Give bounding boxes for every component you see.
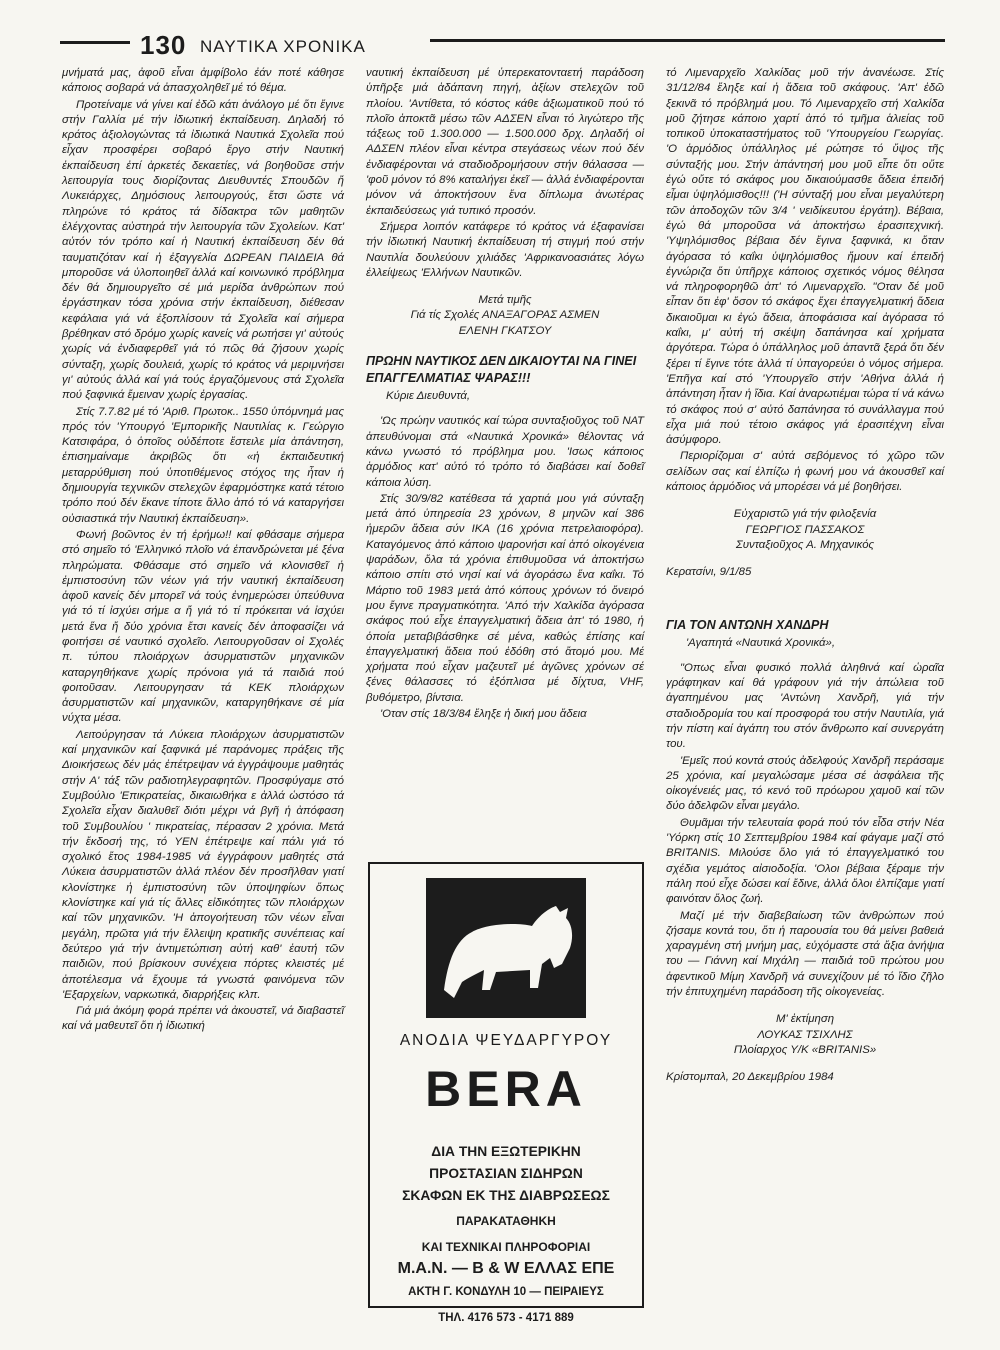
bull-logo-icon <box>426 878 586 1018</box>
paragraph: Στίς 30/9/82 κατέθεσα τά χαρτιά μου γιά σύνταξη μετά ἀπό ὑπηρεσία 23 χρόνων, 8 μηνῶν καί 386 ἡμερῶν ἄδεια σύν ΙΚΑ (16 χρόνια πετρελαιοφόρα). Καταγόμενος ἀπό κάποιο ψαρονήσι καί ἀπό οἰκογένεια ψαράδων, ὅλα τά χρόνια ἐπιθυμοῦσα νά ἀποκτήσω κάποιο σπίτι στό νησί καί νά ἀγοράσω ἕνα καΐκι. Τό Μάρτιο τοῦ 1983 μετά ἀπό κόπους χρόνων τό ὄνειρό μου ἔγινε πραγματικότητα. 'Από τήν Χαλκίδα ἀγόρασα σκάφος πού εἶχε ἐπαγγελματική ἄδεια ἀπ' τό 1980, ἡ ὁποία μεταβιβάσθηκε σέ μένα, καθώς ἐπίσης καί ἐπαγγελματική ἄδεια πού ἐδόθη στό ἄτομό μου. Μέ χρήματα πού εἶχαν μαζευτεῖ μέ ἀγῶνες χρόνων σέ ξένες θάλασσες τό ἐξόπλισα μέ δίχτυα, VHF, βυθόμετρο, βίντσια. <box>366 492 644 704</box>
regards: Μ' ἐκτίμηση <box>775 1013 835 1026</box>
paragraph: ναυτική ἐκπαίδευση μέ ὑπερεκατονταετή παράδοση ὑπῆρξε μιά ἀδάπανη πηγή, ἀξίων στελεχῶν τοῦ πλοίου. 'Αντίθετα, τό κόστος κάθε ἀξιωματικοῦ πού τό πλοῖο ἀποκτᾶ μέσω τῶν ΑΔΣΕΝ εἶναι τό λιγώτερο τῆς τάξεως τοῦ 1.300.000 — 1.500.000 δρχ. Δηλαδή οἱ ΑΔΣΕΝ πλέον εἶναι κέντρα στεγάσεως νέων πού δέν ἐνδιαφέρονται νά σταδιοδρομήσουν στήν θάλασσα — 'φοῦ μόνον τό 8% καταλήγει ἐκεῖ — ἀλλά ἐνδιαφέρονται μόνον νά ἀποκτήσουν ἕνα δίπλωμα ἀνωτέρας ἐκπαιδεύσεως γιά τυπικό προσόν. <box>366 67 644 217</box>
paragraph: Στίς 7.7.82 μέ τό 'Αριθ. Πρωτοκ.. 1550 ὑπόμνημά μας πρός τόν 'Υπουργό 'Εμπορικῆς Ναυτιλίας κ. Γεώργιο Κατσιφάρα, ὁ ὁποῖος οὐδέποτε ἔστειλε μία ἀπάντηση, ἐπισημαίναμε ἀκριβῶς ὅτι «ἡ ἐκπαιδευτική μεταρρύθμιση πού ὑποτιθέμενος στόχος της ἦταν ἡ δημιουργία τεχνικῶν στελεχῶν ἐφαρμόστηκε κατά τέτοιο τρόπο πού δέν ἔκανε τίποτε ἄλλο ἀπό τό νά καταργήσει οὐσιαστικά τήν Ναυτική ἐκπαίδευση». <box>62 405 344 525</box>
column-2 <box>366 66 644 723</box>
ad-line: ΣΚΑΦΩΝ ΕΚ ΤΗΣ ΔΙΑΒΡΩΣΕΩΣ <box>402 1188 610 1203</box>
paragraph: Λειτούργησαν τά Λύκεια πλοιάρχων ἀσυρματιστῶν καί μηχανικῶν καί ξαφνικά μέ παράνομες πράξεις τῆς Διοικήσεως δέν μάς ἐπέτρεψαν νά ἐγγράψουμε μαθητάς στήν Α' τάξ τῶν ραδιοτηλεγραφητῶν. Προσφύγαμε στό Συμβούλιο 'Επικρατείας, δικαιωθήκα ε ἀλλά ὡστόσο τά Σχολεῖα εἶχαν διαλυθεῖ διότι μέχρι νά βγῆ ἡ ἀπόφαση τοῦ Συμβουλίου ' πικρατείας, πέρασαν 2 χρόνια. Μετά τήν ἔκδοσή της, τό ΥΕΝ ἐπέτρεψε καί πάλι γιά τό σχολικό ἔτος 1984-1985 νά ἐγγράφουν μαθητές στά Λύκεια ἀσυρματιστῶν ἀλλά πλέον δέν προσῆλθαν γιατί κλονίστηκε ἡ ἐμπιστοσύνη τῶν ὑποψηφίων ὅπως κλονίστηκε καί γιά τίς ἄλλες εἰδικότητες τῶν πλοιάρχων καί τῶν μηχανικῶν. 'Η ἀπογοήτευση τῶν νέων εἶναι μεγάλη, πρῶτα γιά τήν ἔλλειψη κρατικῆς συνέπειας καί δεύτερο γιά τήν ἀντιμετώπιση αὐτή καθ' ἑαυτή τῶν παιδιῶν, πού βρίσκουν συνέχεια πόρτες κλειστές μέ ἀποτέλεσμα νά ἔχουμε τά γνωστά φαινόμενα τῶν 'Εξαρχείων, ναρκωτικά, διαρρήξεις κλπ. <box>62 728 344 1001</box>
paragraph: Γιά μιά ἀκόμη φορά πρέπει νά ἀκουστεῖ, νά διαβαστεῖ καί νά μαθευτεῖ ὅτι ἡ ἰδιωτική <box>62 1005 344 1033</box>
header-rule-left <box>60 41 130 44</box>
paragraph: Φωνή βοῶντος ἐν τή ἐρήμω!! καί φθάσαμε σήμερα στό σημεῖο τό 'Ελληνικό πλοῖο νά ἐπανδρώνεται μέ ξένα πληρώματα. Φθάσαμε στό σημεῖο νά κλονισθεῖ ἡ ἐμπιστοσύνη τῶν νέων γιά τήν ναυτική ἐκπαίδευση ἀφοῦ κανείς δέν μπορεῖ νά τούς ἐνημερώσει ὑπεύθυνα γιά τό τί ἰσχύει σήμε α ἤ γιά τό τί πρόκειται νά ἰσχύει μετά ἕνα ἤ δύο χρόνια ἔτσι κανείς δέν ἀποφασίζει νά φοιτήσει σέ ναυτικό σχολεῖο. Λειτουργοῦσαν οἱ Σχολές π. τύπου πλοιάρχων ἀσυρματιστῶν μηχανικῶν καταργηθήκανε χωρίς πρόνοια γιά τά παιδιά πού φοιτοῦσαν. Λειτουργησαν τά ΚΕΚ πλοιάρχων ἀσυρματιστῶν καί μηχανικῶν, καταργηθήκανε σέ μία νύχτα μέσα. <box>62 528 344 725</box>
signature-block-passakos <box>666 507 944 553</box>
ad-product: ΑΝΟΔΙΑ ΨΕΥΔΑΡΓΥΡΟΥ <box>399 1032 613 1049</box>
thanks: Εὐχαριστῶ γιά τήν φιλοξενία <box>733 508 877 521</box>
paragraph: Προτείναμε νά γίνει καί ἐδῶ κάτι ἀνάλογο μέ ὅτι ἔγινε στήν Γαλλία μέ τήν ἰδιωτική ἐκπαίδευση. Δηλαδή τό κράτος ἀξιολογώντας τά ἰδιωτικά Ναυτικά Σχολεῖα πού εἶχαν προσφέρει σοβαρό ἔργο στήν Ναυτική ἐκπαίδευση ἐπί ἀρκετές δεκαετίες, νά βοηθοῦσε στήν λειτουργία τους διορίζοντας Διευθυντές Σπουδῶν ἤ Λυκειάρχες, Δημόσιους λειτουργούς, ἔτσι ὥστε νά πληρώνε τό κράτος τά δίδακτρα τῶν μαθητῶν ἐλέγχοντας αὐστηρά τήν λειτουργία τῶν Σχολείων. Κατ' αὐτόν τόν τρόπο καί ἡ Ναυτική ἐκπαίδευση δέν θά ταυματιζόταν καί ἡ ἐξαγγελία ΔΩΡΕΑΝ ΠΑΙΔΕΙΑ θά μποροῦσε νά ὑλοποιηθεῖ ἀλλά καί κοινωνικό πρόβλημα δέν θά δημιουργεῖτο σέ μιά μερίδα ἀνθρώπων πού ἐργάστηκαν τόσα χρόνια στήν ἐκπαίδευση, διέθεσαν κεφάλαια γιά νά ἐξοπλίσουν τά Σχολεῖα καί σήμερα βρέθηκαν στό δρόμο χωρίς κανείς νά ρωτήσει γι' αὐτούς χωρίς νά ἐνδιαφερθεῖ γιά τό πῶς θά ζήσουν χωρίς σύνταξη, χωρίς δουλειά, χωρίς τό κράτος νά μεριμνήσει γι' αὐτούς ἀλλά καί γιά τούς ἐργαζόμενους στά Σχολεῖα πού ξαφνικά ἔμειναν χωρίς ἐργασίας. <box>62 98 344 402</box>
bera-advertisement <box>368 862 644 1324</box>
signer-title: Πλοίαρχος Υ/Κ «BRITANIS» <box>733 1043 877 1056</box>
ad-line: ΠΑΡΑΚΑΤΑΘΗΚΗ <box>456 1214 556 1228</box>
salutation: Κύριε Διευθυντά, <box>386 390 470 403</box>
ad-brand: BERA <box>425 1061 587 1117</box>
place-date: Κρίστομπαλ, 20 Δεκεμβρίου 1984 <box>666 1071 834 1084</box>
signers-line-2: ΕΛΕΝΗ ΓΚΑΤΣΟΥ <box>458 324 552 337</box>
headline-fisherman: ΠΡΩΗΝ ΝΑΥΤΙΚΟΣ ΔΕΝ ΔΙΚΑΙΟΥΤΑΙ ΝΑ ΓΙΝΕΙ ΕΠΑΓΓΕΛΜΑΤΙΑΣ ΨΑΡΑΣ!!! <box>366 354 637 386</box>
place-date: Κερατσίνι, 9/1/85 <box>666 566 752 579</box>
paragraph: Περιορίζομαι σ' αὐτά σεβόμενος τό χῶρο τῶν σελίδων σας καί ἐλπίζω ἡ φωνή μου νά ἀκουσθεῖ καί κάποιος ἁρμόδιος νά μπορέσει νά μέ βοηθήσει. <box>666 450 944 494</box>
signer-name: ΛΟΥΚΑΣ ΤΣΙΧΛΗΣ <box>757 1028 853 1041</box>
ad-company: Μ.Α.Ν. — Β & W ΕΛΛΑΣ ΕΠΕ <box>397 1260 615 1277</box>
signature-block-tsichlis <box>666 1012 944 1058</box>
paragraph: Σήμερα λοιπόν κατάφερε τό κράτος νά ἐξαφανίσει τήν ἰδιωτική Ναυτική ἐκπαίδευση τή στιγμή πού στήν Ναυτιλία δουλεύουν χιλιάδες 'Αφρικανοασιάτες λόγω ἐλλείψεως 'Ελλήνων Ναυτικῶν. <box>366 220 644 279</box>
column-3 <box>666 66 944 1092</box>
ad-address: ΑΚΤΗ Γ. ΚΟΝΔΥΛΗ 10 — ΠΕΙΡΑΙΕΥΣ <box>408 1286 604 1298</box>
salutation: 'Αγαπητά «Ναυτικά Χρονικά», <box>686 636 836 649</box>
paragraph: 'Εμεῖς πού κοντά στούς ἀδελφούς Χανδρῆ περάσαμε 25 χρόνια, καί μεγαλώσαμε μέσα σέ ἀσφάλεια τῆς οἰκογένειές μας, τό κενό τοῦ πρόωρου χαμοῦ καί τῶν δύο ἀδελφῶν εἶναι μεγάλο. <box>666 754 944 813</box>
paragraph: "Οπως εἶναι φυσικό πολλά ἀληθινά καί ὡραῖα γράφτηκαν καί θά γράφουν γιά τήν ἀπώλεια τοῦ ἀγαπημένου μας 'Αντώνη Χανδρῆ, γιά τήν σταδιοδρομία του καί προσφορά του στήν Ναυτιλία, γιά τήν πίστη καί ἀγάπη του στόν ἄνθρωπο καί συνεργάτη του. <box>666 661 944 751</box>
sign-off: Μετά τιμῆς <box>478 294 532 307</box>
paragraph: Μαζί μέ τήν διαβεβαίωση τῶν ἀνθρώπων πού ζήσαμε κοντά του, ὅτι ἡ παρουσία του θά μείνει βαθειά χαραγμένη στή μνήμη μας, εὐχόμαστε στά ἄξια ἀνήψια του — Γιάννη καί Μιχάλη — παιδιά τοῦ πρώτου μου ἀφεντικοῦ Μίμη Χανδρῆ νά συνεχίζουν μέ τό ἴδιο ζῆλο τήν ἐπιτυχημένη παράδοση τῆς οἰκογενείας. <box>666 909 944 999</box>
signers-line-1: Γιά τίς Σχολές ΑΝΑΞΑΓΟΡΑΣ ΑΣΜΕΝ <box>410 309 600 322</box>
paragraph: Θυμᾶμαι τήν τελευταία φορά πού τόν εἶδα στήν Νέα 'Υόρκη στίς 10 Σεπτεμβρίου 1984 καί φάγαμε μαζί στό BRITANIS. Μιλούσε ὅλο γιά τό ἐπαγγελματικό του σχέδια γεμάτος αἰσιοδοξία. 'Ολοι βέβαια ξέραμε τήν πάλη πού εἶχε δώσει καί ἔδινε, ἀλλά ὅλοι ἐλπίζαμε γιατί φαινόταν ὅλος ζωή. <box>666 816 944 906</box>
ad-phone: ΤΗΛ. 4176 573 - 4171 889 <box>438 1312 574 1324</box>
headline-chandris: ΓΙΑ ΤΟΝ ΑΝΤΩΝΗ ΧΑΝΔΡΗ <box>666 617 829 632</box>
signer-title: Συνταξιοῦχος Α. Μηχανικός <box>735 538 875 551</box>
page-header <box>60 30 945 60</box>
signature-block-schools <box>366 293 644 339</box>
ad-line: ΠΡΟΣΤΑΣΙΑΝ ΣΙΔΗΡΩΝ <box>429 1166 583 1181</box>
column-1 <box>62 66 344 1036</box>
paragraph: 'Ως πρώην ναυτικός καί τώρα συνταξιοῦχος τοῦ ΝΑΤ ἀπευθύνομαι στά «Ναυτικά Χρονικά» θέλοντας νά κάνω γνωστό τό πρόβλημα μου. 'Ισως κάποιος ἁρμόδιος κατ' αὐτό τό τρόπο τό διαβάσει καί δοθεῖ κάποια λύση. <box>366 415 644 489</box>
ad-line: ΔΙΑ ΤΗΝ ΕΞΩΤΕΡΙΚΗΝ <box>431 1144 581 1159</box>
header-rule-right <box>430 39 945 42</box>
paragraph: μνήματά μας, ἀφοῦ εἶναι ἀμφίβολο ἐάν ποτέ κάθησε κάποιος σοβαρά νά ἀπασχοληθεῖ μέ τό θέμα. <box>62 67 344 95</box>
paragraph: τό Λιμεναρχεῖο Χαλκίδας μοῦ τήν ἀνανέωσε. Στίς 31/12/84 ἔληξε καί ἡ ἄδεια τοῦ σκάφους. 'Απ' ἐδῶ ξεκινᾶ τό πρόβλημά μου. Τό Λιμεναρχεῖο στή Χαλκίδα μοῦ ζήτησε κάποιο χαρτί ἀπό τό τμῆμα ἁλιείας τοῦ τοπικοῦ ὑποκαταστήματος τοῦ 'Υπουργείου Γεωργίας. 'Ο ἁρμόδιος ὑπάλληλος μέ ρώτησε τό ὕψος τῆς σύνταξής μου. Στήν ἀπάντησή μου μοῦ εἶπε ὅτι οὔτε ἐγώ οὔτε τό σκάφος μου δικαιούμασθε ἄδεια ἐπειδή εἶμαι ὑψηλόμισθος!!! ('Η σύνταξή μου εἶναι μεγαλύτερη τῶν ἀποδοχῶν τῶν 3/4 ' νειδίκευτου ἐργάτη). Βέβαια, ἐγώ θά μποροῦσα νά ἀποκτήσω ἐρασιτεχνική. 'Υψηλόμισθος βέβαια δέν ἔγινα ξαφνικά, κι ὅταν ἀγόρασα τό καΐκι ὑψηλόμισθος ἤμουν καί ἐπειδή ἐγνώριζα ὅτι ὑπῆρχε κάποιος σχετικός νόμος θέλησα νά πληροφορηθῶ ἀπ' τό Λιμεναρχεῖο. "Οταν δέ μοῦ εἶπαν ὅτι ἐφ' ὅσον τό σκάφος ἔχει ἐπαγγελματική ἄδεια δικαιοῦμαι κι ἐγώ ἄδεια, ἀποφάσισα καί ἀγόρασα τό καΐκι, μ' αὐτή τή σκέψη δαπάνησα καί χρήματα ἀργότερα. Τώρα ὁ ὑπάλληλος μοῦ ἀπαντᾶ ξερά ὅτι δέν ξέρει τί ἔγινε τότε ἀλλά τί ὑπαγορεύει ὁ νόμος σήμερα. 'Επῆγα καί στό 'Υπουργεῖο στήν 'Αθήνα ἀλλά ἡ ἀπάντηση ἦταν ἡ ἴδια. Καί ἀναρωτιέμαι τώρα τί νά κάνω τό σκάφος πού σ' αὐτό δαπάνησα τό συνάλλαγμα πού εἶχα μιά πού τέτοιο σκάφος γιά ἐρασιτέχνη εἶναι ἀσύμφορο. <box>666 67 944 447</box>
magazine-title: ΝΑΥΤΙΚΑ ΧΡΟΝΙΚΑ <box>200 37 366 56</box>
page-number: 130 <box>140 30 187 60</box>
ad-line: ΚΑΙ ΤΕΧΝΙΚΑΙ ΠΛΗΡΟΦΟΡΙΑΙ <box>421 1240 591 1254</box>
paragraph: 'Οταν στίς 18/3/84 ἔληξε ἡ δική μου ἄδεια <box>380 707 587 720</box>
signer-name: ΓΕΩΡΓΙΟΣ ΠΑΣΣΑΚΟΣ <box>745 523 865 536</box>
